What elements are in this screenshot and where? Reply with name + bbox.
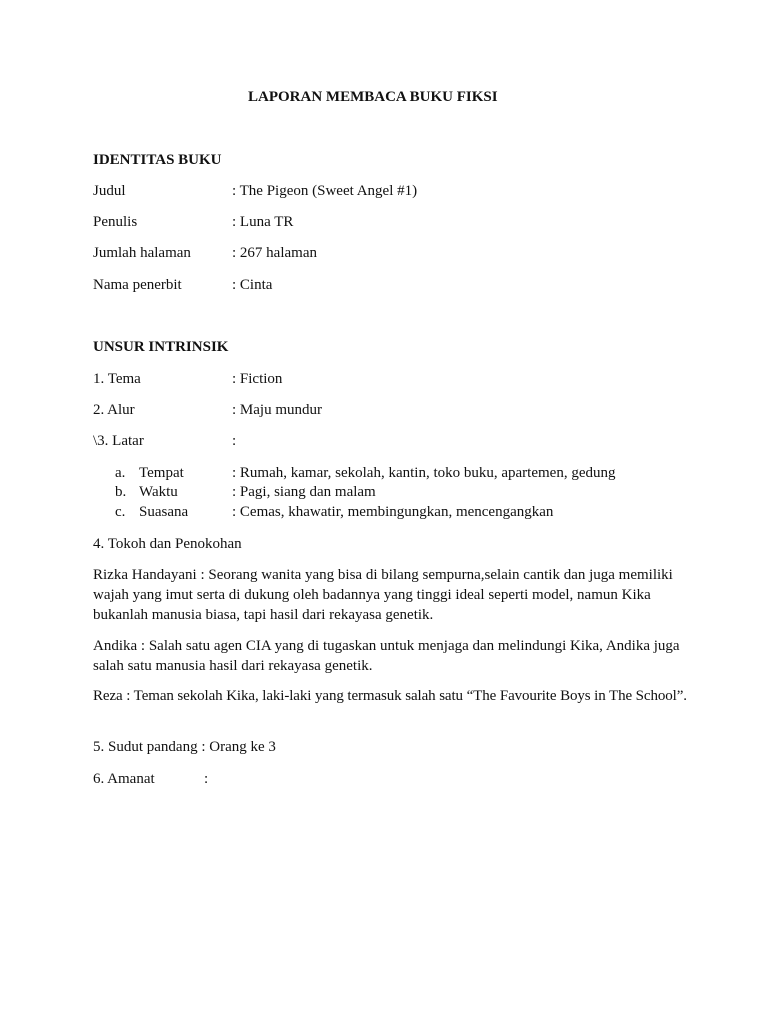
latar-value: : [232, 433, 237, 449]
judul-value: : The Pigeon (Sweet Angel #1) [232, 183, 418, 199]
tokoh-heading: 4. Tokoh dan Penokohan [93, 536, 242, 552]
tokoh-paragraph-rizka: Rizka Handayani : Seorang wanita yang bisa di bilang sempurna,selain cantik dan juga memiliki wajah yang imut serta di dukung oleh badannya yang tinggi ideal seperti model, namun Kika bukanlah manusia biasa, tapi hasil dari rekayasa genetik. [93, 567, 673, 623]
unsur-heading: UNSUR INTRINSIK [93, 339, 229, 355]
sudut-pandang-line: 5. Sudut pandang : Orang ke 3 [93, 739, 276, 755]
latar-suasana-label: Suasana [139, 504, 189, 520]
identitas-heading: IDENTITAS BUKU [93, 152, 222, 168]
latar-marker-b: b. [115, 484, 127, 500]
latar-tempat-label: Tempat [139, 465, 184, 481]
latar-suasana-value: : Cemas, khawatir, membingungkan, mencengangkan [232, 504, 554, 520]
jumlah-halaman-value: : 267 halaman [232, 245, 317, 261]
penulis-label: Penulis [93, 214, 138, 230]
amanat-value: : [204, 771, 209, 787]
alur-label: 2. Alur [93, 402, 135, 418]
penulis-value: : Luna TR [232, 214, 294, 230]
jumlah-halaman-label: Jumlah halaman [93, 245, 191, 261]
tokoh-paragraph-andika: Andika : Salah satu agen CIA yang di tugaskan untuk menjaga dan melindungi Kika, Andika juga salah satu manusia hasil dari rekayasa genetik. [93, 638, 680, 674]
latar-marker-a: a. [115, 465, 126, 481]
latar-label: \3. Latar [93, 433, 144, 449]
document-title: LAPORAN MEMBACA BUKU FIKSI [248, 89, 498, 105]
penerbit-value: : Cinta [232, 277, 273, 293]
amanat-label: 6. Amanat [93, 771, 155, 787]
tema-value: : Fiction [232, 371, 283, 387]
latar-tempat-value: : Rumah, kamar, sekolah, kantin, toko buku, apartemen, gedung [232, 465, 616, 481]
judul-label: Judul [93, 183, 126, 199]
alur-value: : Maju mundur [232, 402, 322, 418]
tokoh-paragraph-reza: Reza : Teman sekolah Kika, laki-laki yang termasuk salah satu “The Favourite Boys in The School”. [93, 688, 687, 704]
latar-waktu-label: Waktu [139, 484, 178, 500]
tema-label: 1. Tema [93, 371, 141, 387]
latar-marker-c: c. [115, 504, 126, 520]
penerbit-label: Nama penerbit [93, 277, 182, 293]
latar-waktu-value: : Pagi, siang dan malam [232, 484, 376, 500]
